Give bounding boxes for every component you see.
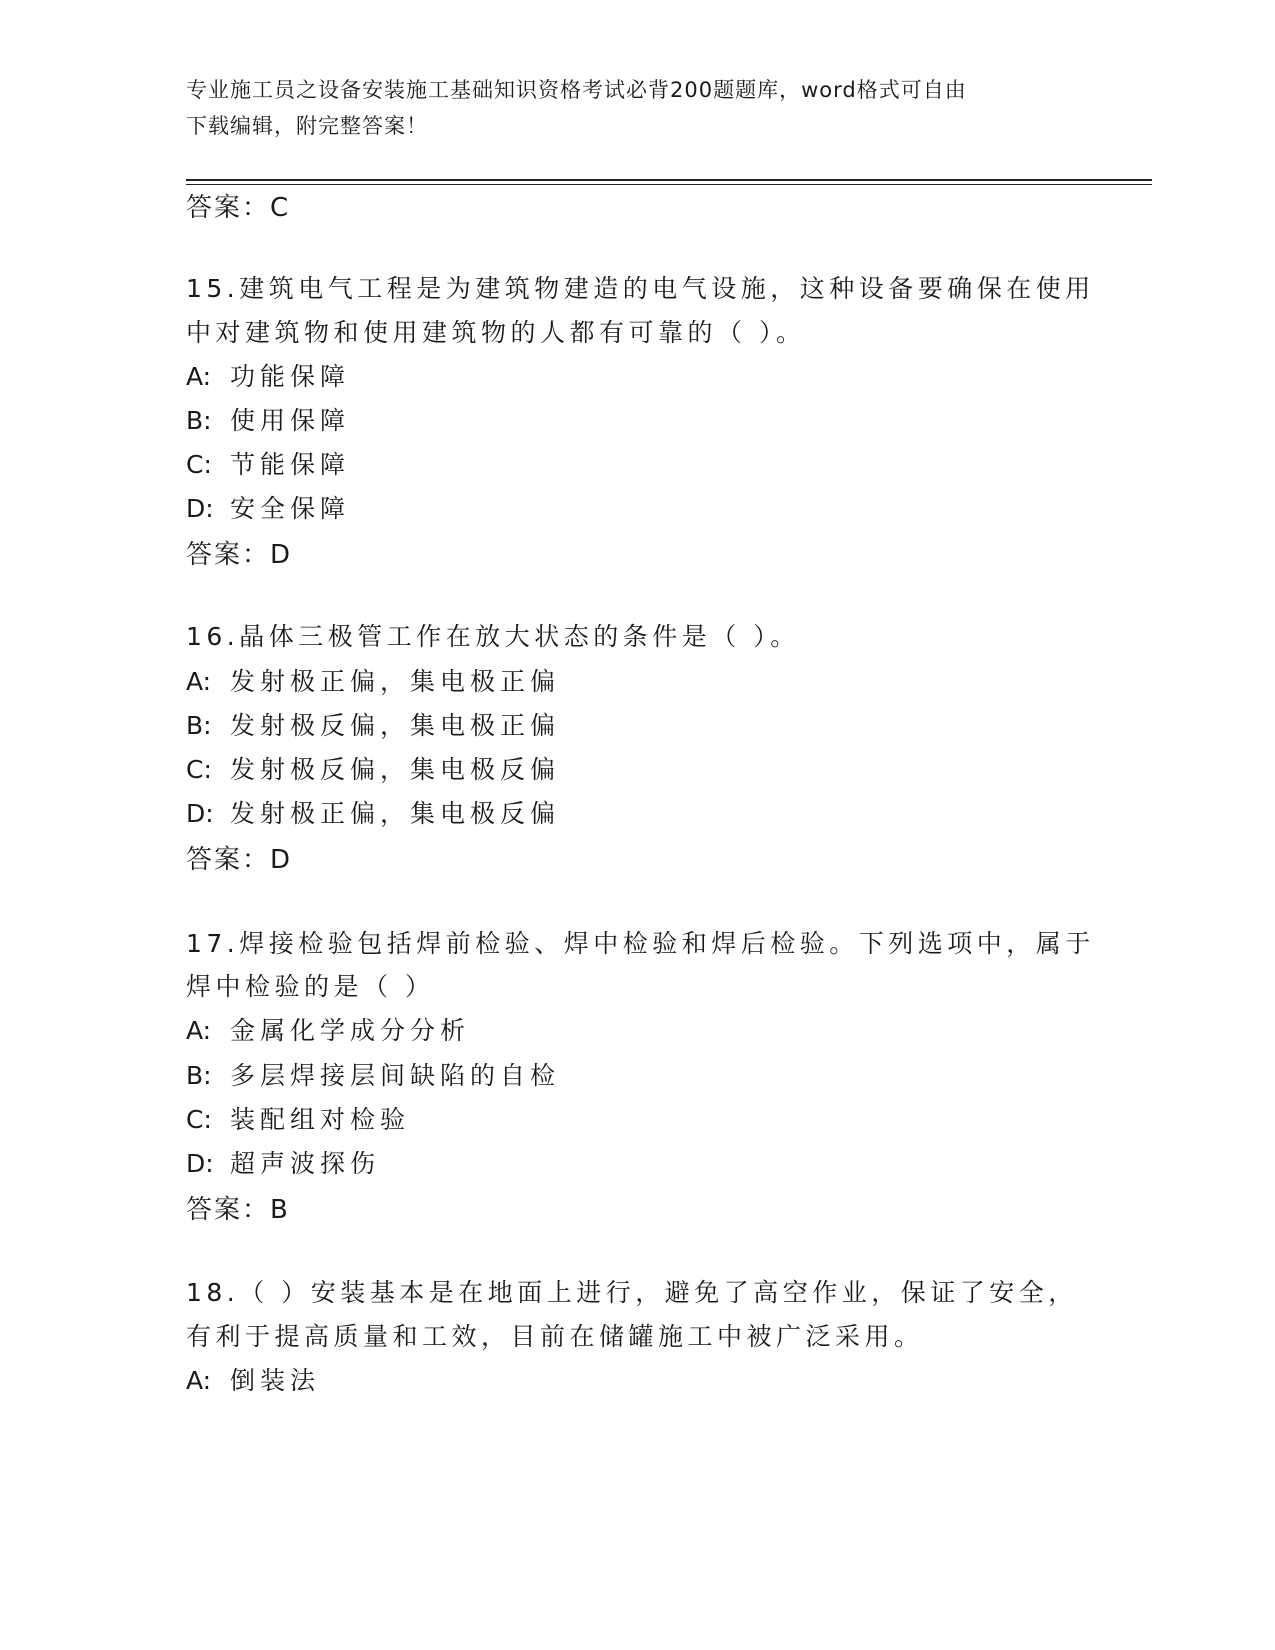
question-17-option-d: D: 超声波探伤 — [186, 1149, 381, 1178]
question-15-option-a: A: 功能保障 — [186, 362, 351, 391]
question-17-answer: 答案：B — [186, 1195, 290, 1225]
question-15-stem-line-2: 中对建筑物和使用建筑物的人都有可靠的（ ）。 — [186, 318, 806, 347]
header-divider-thin — [186, 184, 1152, 185]
question-17-option-b: B: 多层焊接层间缺陷的自检 — [186, 1061, 561, 1090]
question-15-option-d: D: 安全保障 — [186, 494, 351, 523]
question-18-stem-line-1: 18.（ ）安装基本是在地面上进行，避免了高空作业，保证了安全， — [186, 1278, 1078, 1307]
header-line-2: 下载编辑，附完整答案！ — [186, 114, 428, 138]
question-15-stem-line-1: 15.建筑电气工程是为建筑物建造的电气设施，这种设备要确保在使用 — [186, 274, 1095, 303]
question-16-option-a: A: 发射极正偏，集电极正偏 — [186, 667, 561, 696]
question-16-stem-line-1: 16.晶体三极管工作在放大状态的条件是（ ）。 — [186, 622, 800, 651]
question-16-answer: 答案：D — [186, 845, 293, 875]
question-16-option-d: D: 发射极正偏，集电极反偏 — [186, 799, 561, 828]
header-line-1: 专业施工员之设备安装施工基础知识资格考试必背200题题库，word格式可自由 — [186, 78, 967, 102]
question-17-stem-line-1: 17.焊接检验包括焊前检验、焊中检验和焊后检验。下列选项中，属于 — [186, 929, 1095, 958]
question-15-answer: 答案：D — [186, 540, 293, 570]
question-17-option-a: A: 金属化学成分分析 — [186, 1016, 471, 1045]
header-divider — [186, 179, 1152, 181]
question-18-stem-line-2: 有利于提高质量和工效，目前在储罐施工中被广泛采用。 — [186, 1322, 924, 1351]
question-18-option-a: A: 倒装法 — [186, 1366, 321, 1395]
question-16-option-b: B: 发射极反偏，集电极正偏 — [186, 711, 561, 740]
question-15-option-b: B: 使用保障 — [186, 406, 351, 435]
question-15-option-c: C: 节能保障 — [186, 450, 351, 479]
question-17-stem-line-2: 焊中检验的是（ ） — [186, 972, 435, 1001]
previous-answer: 答案：C — [186, 193, 291, 223]
question-17-option-c: C: 装配组对检验 — [186, 1105, 411, 1134]
question-16-option-c: C: 发射极反偏，集电极反偏 — [186, 755, 561, 784]
document-header — [186, 72, 1066, 144]
